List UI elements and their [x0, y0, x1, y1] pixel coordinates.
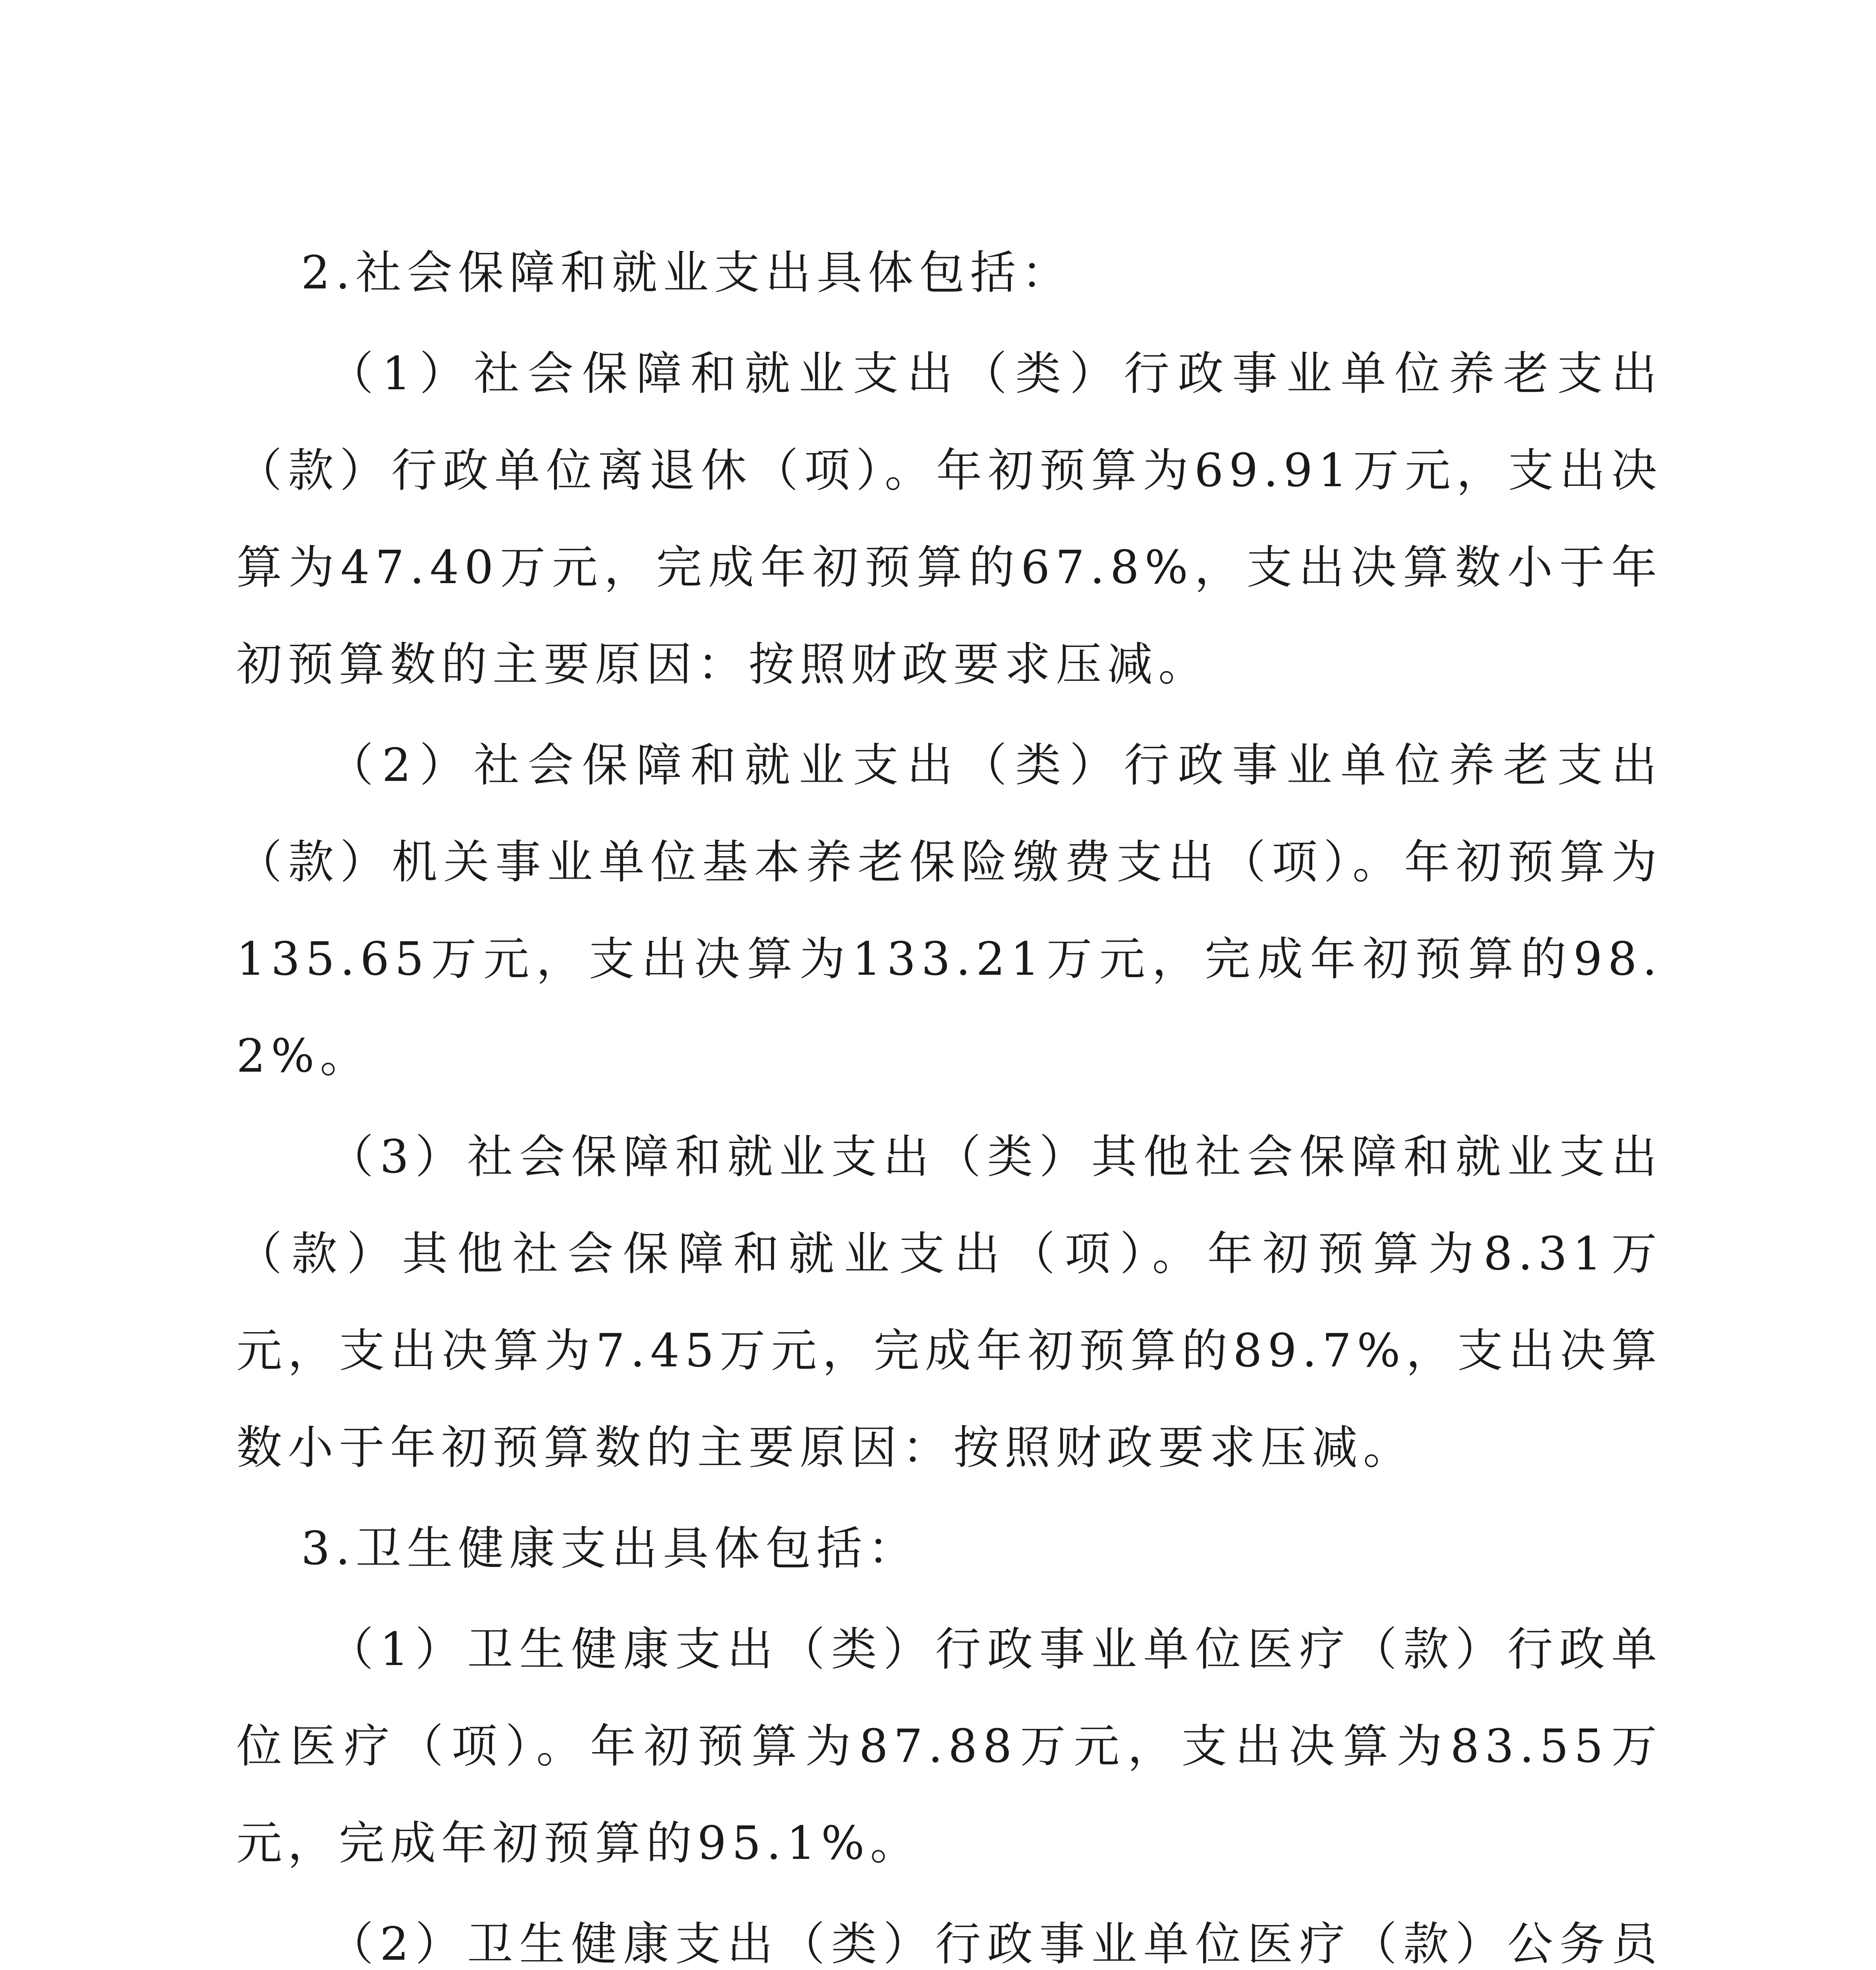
- paragraph-social-security-item-1: （1）社会保障和就业支出（类）行政事业单位养老支出（款）行政单位离退休（项）。年初预算为69.91万元，支出决算为47.40万元，完成年初预算的67.8%，支出决算数小于年初预算数的主要原因：按照财政要求压减。: [236, 347, 1662, 691]
- page-body: [236, 225, 1662, 1970]
- section-heading-social-security: 2.社会保障和就业支出具体包括：: [301, 246, 1073, 299]
- section-heading-health: 3.卫生健康支出具体包括：: [301, 1522, 919, 1575]
- paragraph-social-security-item-3: （3）社会保障和就业支出（类）其他社会保障和就业支出（款）其他社会保障和就业支出（项）。年初预算为8.31万元，支出决算为7.45万元，完成年初预算的89.7%，支出决算数小于年初预算数的主要原因：按照财政要求压减。: [236, 1130, 1662, 1474]
- paragraph-health-item-1: （1）卫生健康支出（类）行政事业单位医疗（款）行政单位医疗（项）。年初预算为87.88万元，支出决算为83.55万元，完成年初预算的95.1%。: [236, 1623, 1662, 1870]
- paragraph-social-security-item-2: （2）社会保障和就业支出（类）行政事业单位养老支出（款）机关事业单位基本养老保险缴费支出（项）。年初预算为135.65万元，支出决算为133.21万元，完成年初预算的98.2%。: [236, 739, 1662, 1083]
- paragraph-health-item-2: （2）卫生健康支出（类）行政事业单位医疗（款）公务员: [328, 1918, 1662, 1970]
